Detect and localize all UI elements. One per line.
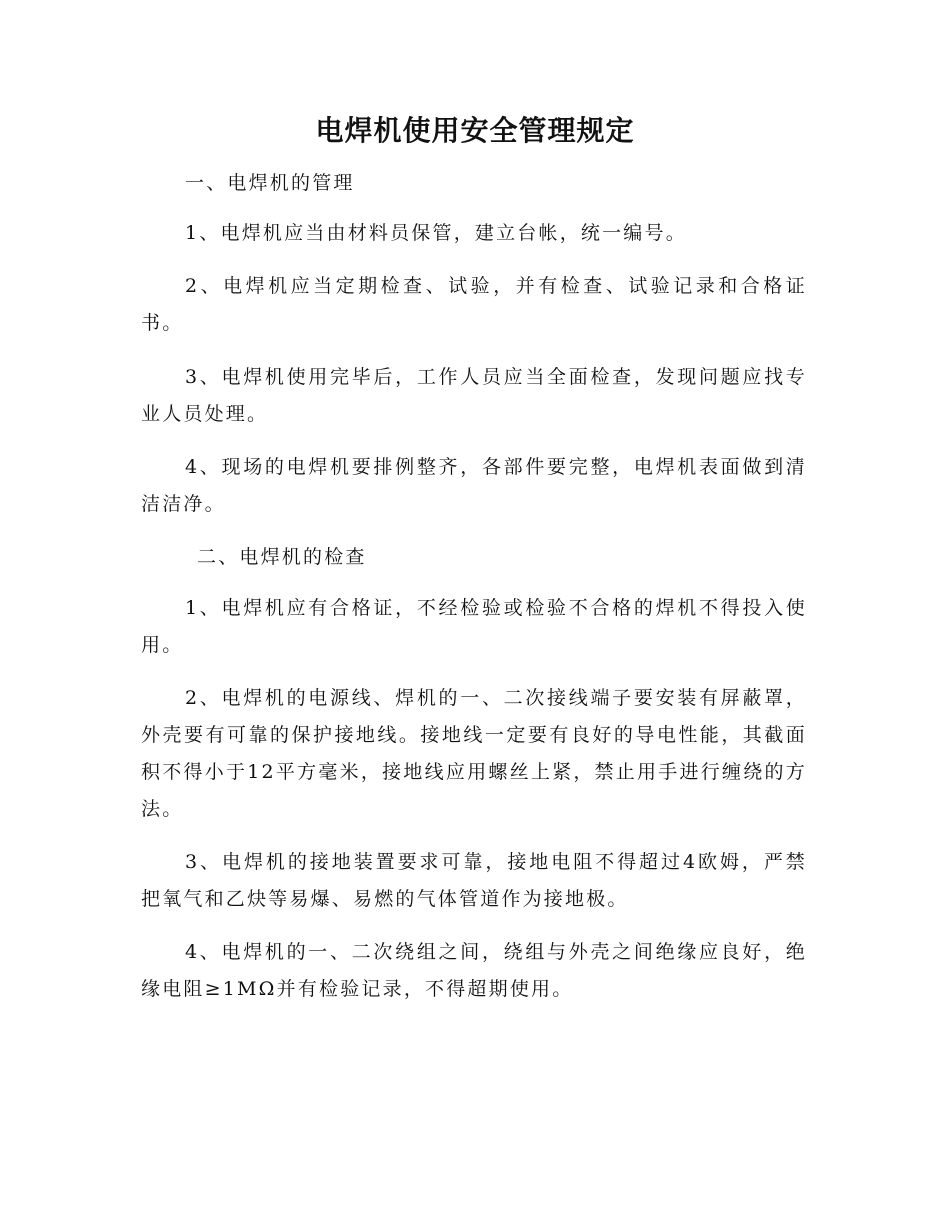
inspection-item-2: 2、电焊机的电源线、焊机的一、二次接线端子要安装有屏蔽罩，外壳要有可靠的保护接地线。接地线一定要有良好的导电性能，其截面积不得小于12平方毫米，接地线应用螺丝上紧，禁止用手进行缠绕的方法。 xyxy=(141,687,807,820)
inspection-item-4: 4、电焊机的一、二次绕组之间，绕组与外壳之间绝缘应良好，绝缘电阻≥1MΩ并有检验记录，不得超期使用。 xyxy=(141,941,807,1000)
section-heading-inspection: 二、电焊机的检查 xyxy=(197,546,367,568)
inspection-item-1: 1、电焊机应有合格证，不经检验或检验不合格的焊机不得投入使用。 xyxy=(141,597,807,656)
management-item-2: 2、电焊机应当定期检查、试验，并有检查、试验记录和合格证书。 xyxy=(141,275,807,334)
section-heading-management: 一、电焊机的管理 xyxy=(185,172,355,194)
management-item-3: 3、电焊机使用完毕后，工作人员应当全面检查，发现问题应找专业人员处理。 xyxy=(141,366,807,425)
document-title: 电焊机使用安全管理规定 xyxy=(315,114,635,147)
inspection-item-3: 3、电焊机的接地装置要求可靠，接地电阻不得超过4欧姆，严禁把氧气和乙炔等易爆、易燃的气体管道作为接地极。 xyxy=(141,851,807,910)
management-item-1: 1、电焊机应当由材料员保管，建立台帐，统一编号。 xyxy=(185,222,687,244)
management-item-4: 4、现场的电焊机要排例整齐，各部件要完整，电焊机表面做到清洁洁净。 xyxy=(141,456,807,515)
